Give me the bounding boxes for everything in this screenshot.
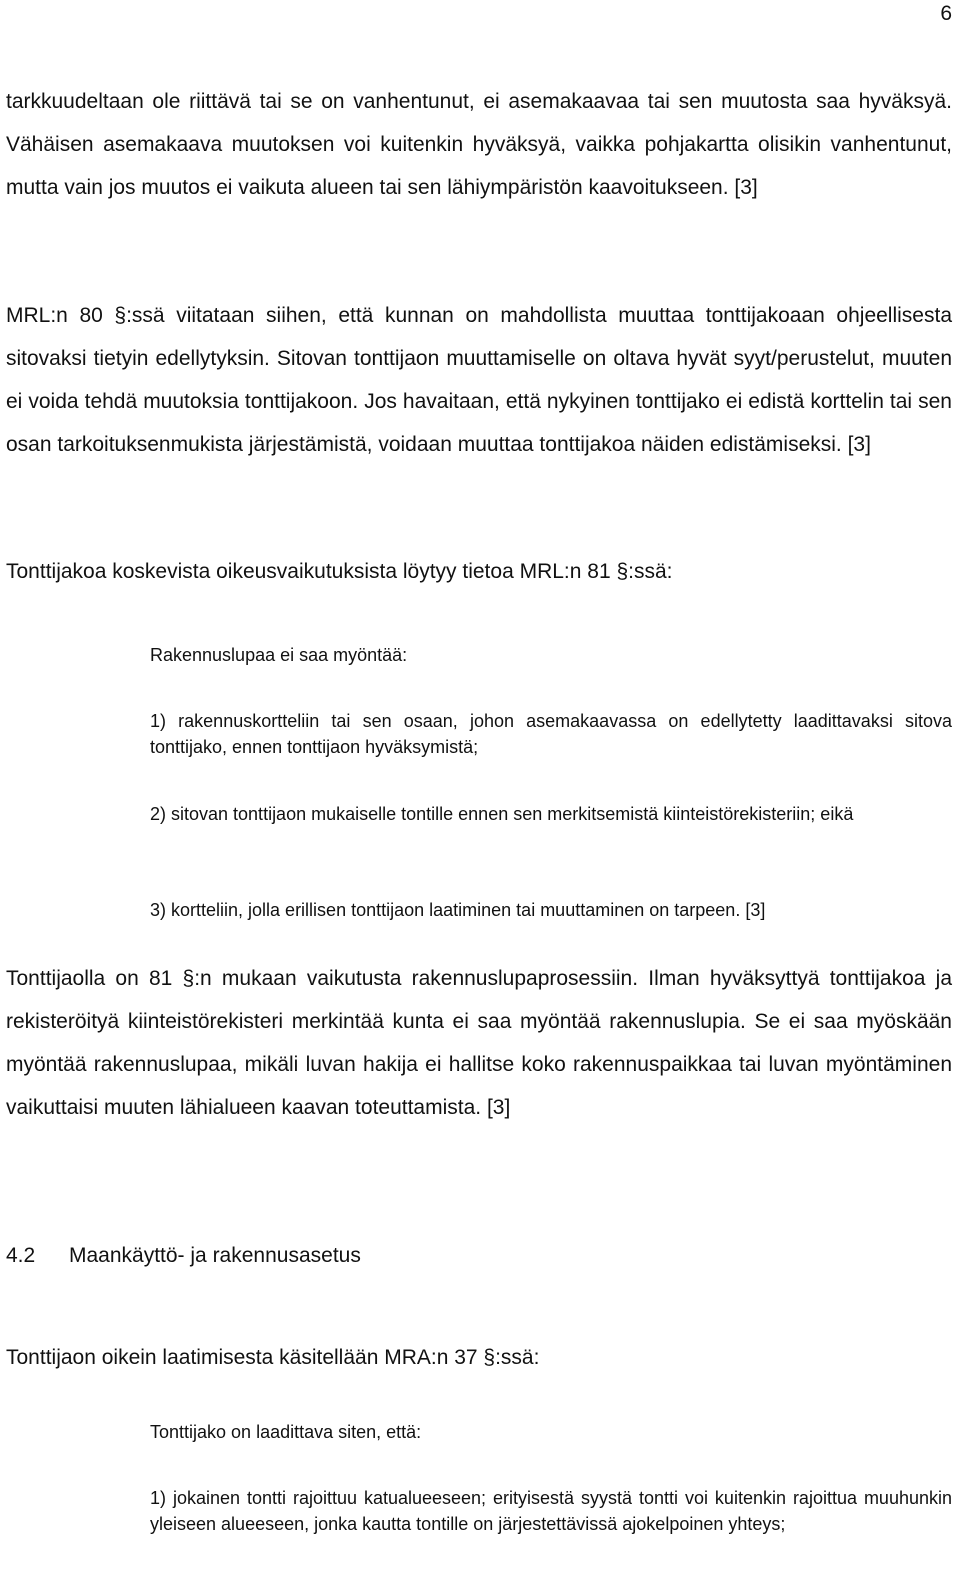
paragraph-mrl-80: MRL:n 80 §:ssä viitataan siihen, että kunnan on mahdollista muuttaa tonttijakoaan ohjeellisesta sitovaksi tietyin edellytyksin. Sitovan tonttijaon muuttamiselle on oltava hyvät syyt/perustelut, muuten ei voida tehdä muutoksia tonttijakoon. Jos havaitaan, että nykyinen tonttijako ei edistä korttelin tai sen osan tarkoituksenmukista järjestämistä, voidaan muuttaa tonttijakoa näiden edistämiseksi. [3] xyxy=(6,304,952,456)
section-number: 4.2 xyxy=(6,1244,36,1267)
quote-item-3: 3) kortteliin, jolla erillisen tonttijaon laatiminen tai muuttaminen on tarpeen. [3] xyxy=(150,900,766,920)
quote-item-1: 1) rakennuskortteliin tai sen osaan, johon asemakaavassa on edellytetty laadittavaksi sitova tonttijako, ennen tonttijaon hyväksymistä; xyxy=(150,711,952,757)
paragraph-mrl-81-intro: Tonttijakoa koskevista oikeusvaikutuksista löytyy tietoa MRL:n 81 §:ssä: xyxy=(6,560,673,583)
quote-item-2: 2) sitovan tonttijaon mukaiselle tontille ennen sen merkitsemistä kiinteistörekisteriin; eikä xyxy=(150,804,854,824)
paragraph-pohjakartta: tarkkuudeltaan ole riittävä tai se on vanhentunut, ei asemakaavaa tai sen muutosta saa hyväksyä. Vähäisen asemakaava muutoksen voi kuitenkin hyväksyä, vaikka pohjakartta olisikin vanhentunut, mutta vain jos muutos ei vaikuta alueen tai sen lähiympäristön kaavoitukseen. [3] xyxy=(6,90,952,199)
page-number: 6 xyxy=(940,2,952,25)
paragraph-mra-37-intro: Tonttijaon oikein laatimisesta käsitellään MRA:n 37 §:ssä: xyxy=(6,1346,540,1369)
section-heading xyxy=(6,1243,361,1269)
paragraph-rakennuslupaprosessi: Tonttijaolla on 81 §:n mukaan vaikutusta rakennuslupaprosessiin. Ilman hyväksyttyä tonttijakoa ja rekisteröityä kiinteistörekisteri merkintää kunta ei saa myöntää rakennuslupia. Se ei saa myöskään myöntää rakennuslupaa, mikäli luvan hakija ei hallitse koko rakennuspaikkaa tai luvan myöntäminen vaikuttaisi muuten lähialueen kaavan toteuttamista. [3] xyxy=(6,967,952,1119)
quote-intro-tonttijako: Tonttijako on laadittava siten, että: xyxy=(150,1422,422,1442)
quote-intro-rakennuslupa: Rakennuslupaa ei saa myöntää: xyxy=(150,645,408,665)
section-title: Maankäyttö- ja rakennusasetus xyxy=(69,1244,361,1267)
quote-item-tonttijako-1: 1) jokainen tontti rajoittuu katualueeseen; erityisestä syystä tontti voi kuitenkin rajoittua muuhunkin yleiseen alueeseen, jonka kautta tontille on järjestettävissä ajokelpoinen yhteys; xyxy=(150,1488,952,1534)
